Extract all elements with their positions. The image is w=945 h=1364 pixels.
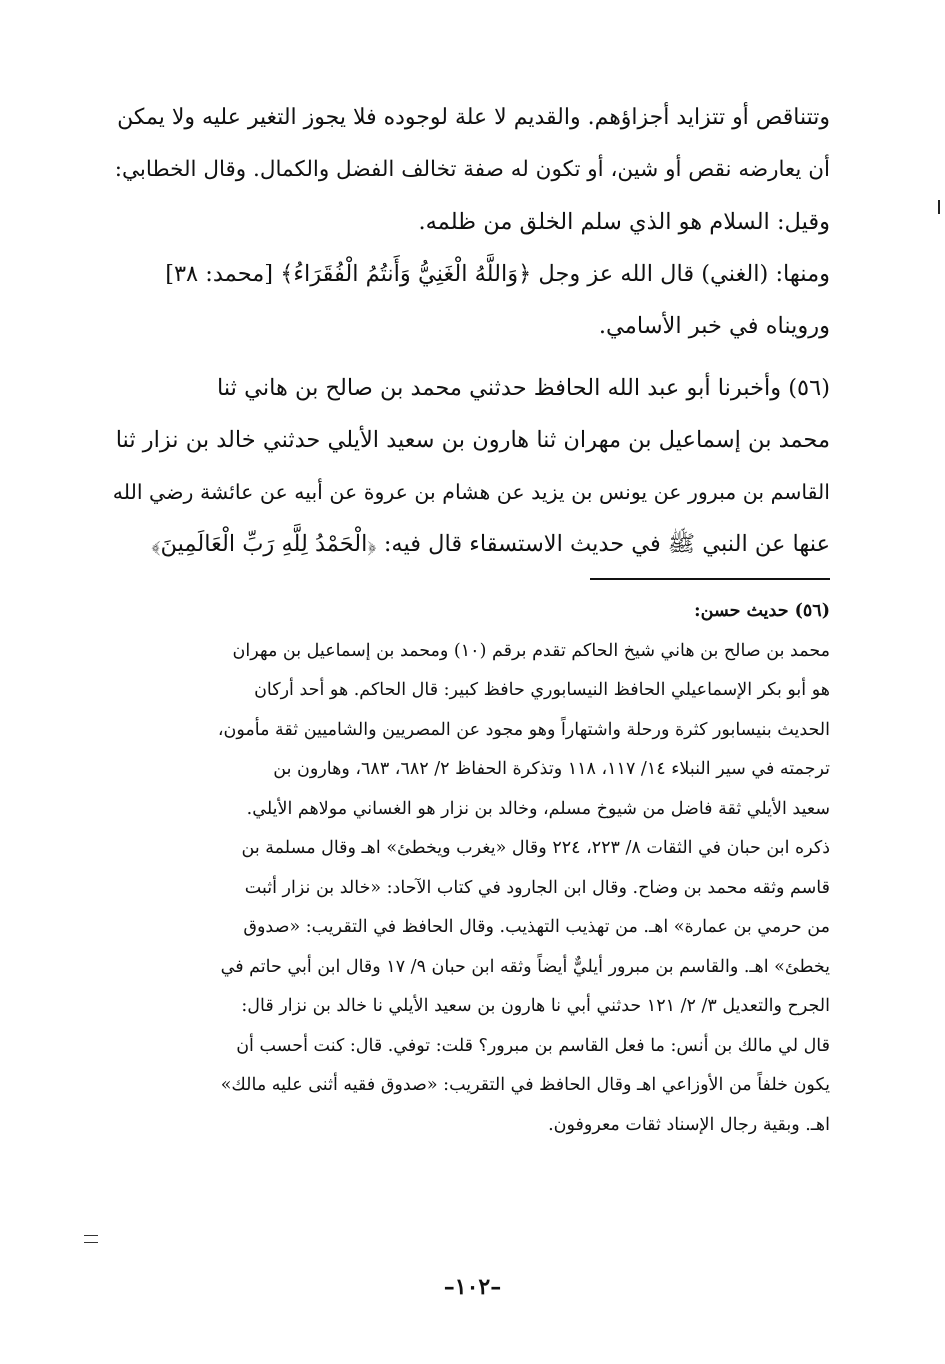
footnote-line: الحديث بنيسابور كثرة ورحلة واشتهاراً وهو مجود عن المصريين والشاميين ثقة مأمون، [217,719,830,740]
footnotes-section [108,592,830,1145]
hadith-text-line: عنها عن النبي ﷺ في حديث الاستسقاء قال فيه: ﴿الْحَمْدُ لِلَّهِ رَبِّ الْعَالَمِينَ﴾ [151,531,830,557]
main-text-body [108,92,830,570]
footnote-line: الجرح والتعديل ٣/ ٢/ ١٢١ حدثني أبي نا هارون بن سعيد الأيلي نا خالد بن نزار قال: [241,996,830,1016]
paragraph-gap [108,352,830,362]
page-number: –١٠٢– [443,1274,502,1300]
main-text-line: وتتناقص أو تتزايد أجزاؤهم. والقديم لا علة لوجوده فلا يجوز التغير عليه ولا يمكن [117,105,830,130]
footnote-line: قاسم وثقه محمد بن وضاح. وقال ابن الجارود في كتاب الآحاد: «خالد بن نزار أثبت [244,877,830,898]
main-text-line: ومنها: (الغني) قال الله عز وجل ﴿وَاللَّهُ الْغَنِيُّ وَأَنتُمُ الْفُقَرَاءُ﴾ [محمد: ٣٨] [165,261,830,287]
footnote-line: يخطئ» اهـ. والقاسم بن مبرور أيليٌّ أيضاً وثقه ابن حبان ٩/ ١٧ وقال ابن أبي حاتم في [220,956,830,977]
main-text-line: أن يعارضه نقص أو شين، أو تكون له صفة تخالف الفضل والكمال. وقال الخطابي: [114,157,830,182]
hadith-text-line: (٥٦) وأخبرنا أبو عبد الله الحافظ حدثني محمد بن صالح بن هاني ثنا [217,375,830,401]
margin-tick-mark [938,200,940,214]
footnote-line: ترجمته في سير النبلاء ١٤/ ١١٧، ١١٨ وتذكرة الحفاظ ٢/ ٦٨٢، ٦٨٣، وهارون بن [273,759,830,779]
main-text-line: ورويناه في خبر الأسامي. [598,313,830,339]
margin-equals-mark [84,1235,98,1243]
footnote-line: سعيد الأيلي ثقة فاضل من شيوخ مسلم، وخالد بن نزار هو الغساني مولاهم الأيلي. [246,798,830,819]
footnote-line: هو أبو بكر الإسماعيلي الحافظ النيسابوري حافظ كبير: قال الحاكم. هو أحد أركان [254,680,830,700]
footnote-line: يكون خلفاً من الأوزاعي اهـ وقال الحافظ في التقريب: «صدوق فقيه أثنى عليه مالك» [220,1075,830,1095]
footnote-divider [590,578,830,580]
footnote-line: من حرمي بن عمارة» اهـ. من تهذيب التهذيب. وقال الحافظ في التقريب: «صدوق [243,917,830,937]
hadith-text-line: محمد بن إسماعيل بن مهران ثنا هارون بن سعيد الأيلي حدثني خالد بن نزار ثنا [115,427,830,453]
footnote-line: اهـ. وبقية رجال الإسناد ثقات معروفون. [548,1114,830,1135]
footnote-line: محمد بن صالح بن هاني شيخ الحاكم تقدم برقم (١٠) ومحمد بن إسماعيل بن مهران [232,640,830,661]
main-text-line: وقيل: السلام هو الذي سلم الخلق من ظلمه. [418,209,830,235]
footnote-line: ذكره ابن حبان في الثقات ٨/ ٢٢٣، ٢٢٤ وقال «يغرب ويخطئ» اهـ وقال مسلمة بن [241,838,830,858]
footnote-heading: (٥٦) حديث حسن: [694,601,830,621]
footnote-line: قال لي مالك بن أنس: ما فعل القاسم بن مبرور؟ قلت: توفي. قال: كنت أحسب أن [236,1035,830,1056]
hadith-text-line: القاسم بن مبرور عن يونس بن يزيد عن هشام بن عروة عن أبيه عن عائشة رضي الله [112,480,830,504]
